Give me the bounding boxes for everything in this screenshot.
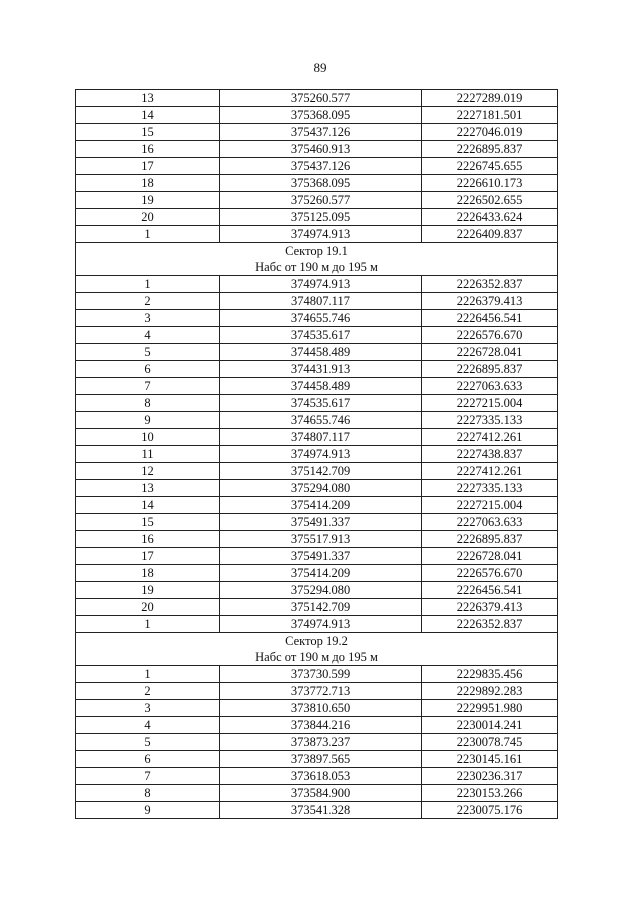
table-row — [76, 209, 558, 226]
y-coordinate-cell: 2226409.837 — [422, 226, 558, 243]
y-coordinate-cell: 2227335.133 — [422, 412, 558, 429]
x-coordinate-cell: 375125.095 — [220, 209, 422, 226]
point-number-cell: 18 — [76, 175, 220, 192]
table-row — [76, 429, 558, 446]
table-row — [76, 531, 558, 548]
x-coordinate-cell: 375491.337 — [220, 548, 422, 565]
x-coordinate-cell: 374535.617 — [220, 395, 422, 412]
sector-header-row — [76, 633, 558, 666]
y-coordinate-cell: 2227063.633 — [422, 378, 558, 395]
x-coordinate-cell: 374807.117 — [220, 429, 422, 446]
table-row — [76, 124, 558, 141]
point-number-cell: 19 — [76, 192, 220, 209]
y-coordinate-cell: 2226379.413 — [422, 293, 558, 310]
y-coordinate-cell: 2226895.837 — [422, 141, 558, 158]
x-coordinate-cell: 375260.577 — [220, 192, 422, 209]
x-coordinate-cell: 375368.095 — [220, 175, 422, 192]
y-coordinate-cell: 2226456.541 — [422, 582, 558, 599]
point-number-cell: 2 — [76, 683, 220, 700]
x-coordinate-cell: 375260.577 — [220, 90, 422, 107]
x-coordinate-cell: 375437.126 — [220, 158, 422, 175]
point-number-cell: 9 — [76, 412, 220, 429]
point-number-cell: 1 — [76, 226, 220, 243]
x-coordinate-cell: 375294.080 — [220, 582, 422, 599]
x-coordinate-cell: 375517.913 — [220, 531, 422, 548]
y-coordinate-cell: 2227412.261 — [422, 463, 558, 480]
point-number-cell: 13 — [76, 480, 220, 497]
point-number-cell: 2 — [76, 293, 220, 310]
table-row — [76, 293, 558, 310]
table-row — [76, 785, 558, 802]
sector-title: Сектор 19.1 — [285, 244, 348, 258]
y-coordinate-cell: 2226352.837 — [422, 616, 558, 633]
x-coordinate-cell: 375460.913 — [220, 141, 422, 158]
table-row — [76, 582, 558, 599]
point-number-cell: 15 — [76, 514, 220, 531]
point-number-cell: 6 — [76, 751, 220, 768]
y-coordinate-cell: 2230145.161 — [422, 751, 558, 768]
point-number-cell: 3 — [76, 700, 220, 717]
point-number-cell: 11 — [76, 446, 220, 463]
table-row — [76, 276, 558, 293]
coordinates-table — [75, 89, 558, 819]
x-coordinate-cell: 374974.913 — [220, 616, 422, 633]
y-coordinate-cell: 2230075.176 — [422, 802, 558, 819]
y-coordinate-cell: 2230236.317 — [422, 768, 558, 785]
x-coordinate-cell: 374431.913 — [220, 361, 422, 378]
y-coordinate-cell: 2226502.655 — [422, 192, 558, 209]
y-coordinate-cell: 2226895.837 — [422, 361, 558, 378]
point-number-cell: 5 — [76, 344, 220, 361]
table-row — [76, 683, 558, 700]
table-row — [76, 90, 558, 107]
table-row — [76, 158, 558, 175]
y-coordinate-cell: 2230014.241 — [422, 717, 558, 734]
point-number-cell: 20 — [76, 209, 220, 226]
point-number-cell: 1 — [76, 616, 220, 633]
point-number-cell: 1 — [76, 276, 220, 293]
x-coordinate-cell: 374974.913 — [220, 276, 422, 293]
table-row — [76, 361, 558, 378]
point-number-cell: 4 — [76, 327, 220, 344]
x-coordinate-cell: 373873.237 — [220, 734, 422, 751]
y-coordinate-cell: 2226728.041 — [422, 548, 558, 565]
point-number-cell: 5 — [76, 734, 220, 751]
table-row — [76, 463, 558, 480]
sector-header — [76, 633, 558, 666]
x-coordinate-cell: 373584.900 — [220, 785, 422, 802]
table-row — [76, 175, 558, 192]
table-row — [76, 327, 558, 344]
x-coordinate-cell: 374458.489 — [220, 344, 422, 361]
y-coordinate-cell: 2227438.837 — [422, 446, 558, 463]
point-number-cell: 1 — [76, 666, 220, 683]
point-number-cell: 14 — [76, 107, 220, 124]
y-coordinate-cell: 2227181.501 — [422, 107, 558, 124]
table-row — [76, 599, 558, 616]
coordinates-table-body — [76, 90, 558, 819]
x-coordinate-cell: 374458.489 — [220, 378, 422, 395]
y-coordinate-cell: 2226433.624 — [422, 209, 558, 226]
point-number-cell: 13 — [76, 90, 220, 107]
table-row — [76, 768, 558, 785]
x-coordinate-cell: 375491.337 — [220, 514, 422, 531]
point-number-cell: 17 — [76, 158, 220, 175]
y-coordinate-cell: 2226456.541 — [422, 310, 558, 327]
sector-subtitle: Набс от 190 м до 195 м — [255, 260, 378, 274]
point-number-cell: 19 — [76, 582, 220, 599]
table-row — [76, 616, 558, 633]
y-coordinate-cell: 2226576.670 — [422, 565, 558, 582]
point-number-cell: 7 — [76, 768, 220, 785]
y-coordinate-cell: 2227335.133 — [422, 480, 558, 497]
sector-header-row — [76, 243, 558, 276]
table-row — [76, 412, 558, 429]
x-coordinate-cell: 373730.599 — [220, 666, 422, 683]
table-row — [76, 717, 558, 734]
x-coordinate-cell: 374974.913 — [220, 226, 422, 243]
point-number-cell: 10 — [76, 429, 220, 446]
y-coordinate-cell: 2226352.837 — [422, 276, 558, 293]
x-coordinate-cell: 375368.095 — [220, 107, 422, 124]
table-row — [76, 802, 558, 819]
y-coordinate-cell: 2226379.413 — [422, 599, 558, 616]
table-row — [76, 565, 558, 582]
x-coordinate-cell: 373618.053 — [220, 768, 422, 785]
x-coordinate-cell: 374974.913 — [220, 446, 422, 463]
y-coordinate-cell: 2229892.283 — [422, 683, 558, 700]
x-coordinate-cell: 374807.117 — [220, 293, 422, 310]
table-row — [76, 666, 558, 683]
table-row — [76, 446, 558, 463]
x-coordinate-cell: 375414.209 — [220, 565, 422, 582]
point-number-cell: 18 — [76, 565, 220, 582]
table-row — [76, 497, 558, 514]
sector-header — [76, 243, 558, 276]
point-number-cell: 17 — [76, 548, 220, 565]
table-row — [76, 514, 558, 531]
page-number: 89 — [313, 60, 327, 75]
x-coordinate-cell: 375142.709 — [220, 599, 422, 616]
y-coordinate-cell: 2227215.004 — [422, 497, 558, 514]
sector-title: Сектор 19.2 — [285, 634, 348, 648]
y-coordinate-cell: 2226895.837 — [422, 531, 558, 548]
y-coordinate-cell: 2227063.633 — [422, 514, 558, 531]
x-coordinate-cell: 373897.565 — [220, 751, 422, 768]
x-coordinate-cell: 373541.328 — [220, 802, 422, 819]
point-number-cell: 20 — [76, 599, 220, 616]
x-coordinate-cell: 375414.209 — [220, 497, 422, 514]
point-number-cell: 16 — [76, 141, 220, 158]
x-coordinate-cell: 374655.746 — [220, 412, 422, 429]
table-row — [76, 395, 558, 412]
y-coordinate-cell: 2227215.004 — [422, 395, 558, 412]
point-number-cell: 16 — [76, 531, 220, 548]
point-number-cell: 8 — [76, 395, 220, 412]
x-coordinate-cell: 373810.650 — [220, 700, 422, 717]
y-coordinate-cell: 2229951.980 — [422, 700, 558, 717]
table-row — [76, 226, 558, 243]
table-row — [76, 344, 558, 361]
table-row — [76, 107, 558, 124]
table-row — [76, 480, 558, 497]
point-number-cell: 8 — [76, 785, 220, 802]
y-coordinate-cell: 2227289.019 — [422, 90, 558, 107]
y-coordinate-cell: 2227046.019 — [422, 124, 558, 141]
y-coordinate-cell: 2226745.655 — [422, 158, 558, 175]
table-row — [76, 310, 558, 327]
table-row — [76, 700, 558, 717]
y-coordinate-cell: 2226610.173 — [422, 175, 558, 192]
table-row — [76, 378, 558, 395]
y-coordinate-cell: 2230153.266 — [422, 785, 558, 802]
x-coordinate-cell: 375437.126 — [220, 124, 422, 141]
y-coordinate-cell: 2226728.041 — [422, 344, 558, 361]
point-number-cell: 14 — [76, 497, 220, 514]
y-coordinate-cell: 2226576.670 — [422, 327, 558, 344]
x-coordinate-cell: 375294.080 — [220, 480, 422, 497]
point-number-cell: 6 — [76, 361, 220, 378]
x-coordinate-cell: 373844.216 — [220, 717, 422, 734]
y-coordinate-cell: 2230078.745 — [422, 734, 558, 751]
point-number-cell: 15 — [76, 124, 220, 141]
point-number-cell: 12 — [76, 463, 220, 480]
point-number-cell: 3 — [76, 310, 220, 327]
sector-subtitle: Набс от 190 м до 195 м — [255, 650, 378, 664]
table-row — [76, 192, 558, 209]
point-number-cell: 4 — [76, 717, 220, 734]
table-row — [76, 734, 558, 751]
table-row — [76, 548, 558, 565]
x-coordinate-cell: 374535.617 — [220, 327, 422, 344]
point-number-cell: 9 — [76, 802, 220, 819]
y-coordinate-cell: 2229835.456 — [422, 666, 558, 683]
table-row — [76, 751, 558, 768]
point-number-cell: 7 — [76, 378, 220, 395]
y-coordinate-cell: 2227412.261 — [422, 429, 558, 446]
x-coordinate-cell: 375142.709 — [220, 463, 422, 480]
x-coordinate-cell: 373772.713 — [220, 683, 422, 700]
table-row — [76, 141, 558, 158]
x-coordinate-cell: 374655.746 — [220, 310, 422, 327]
